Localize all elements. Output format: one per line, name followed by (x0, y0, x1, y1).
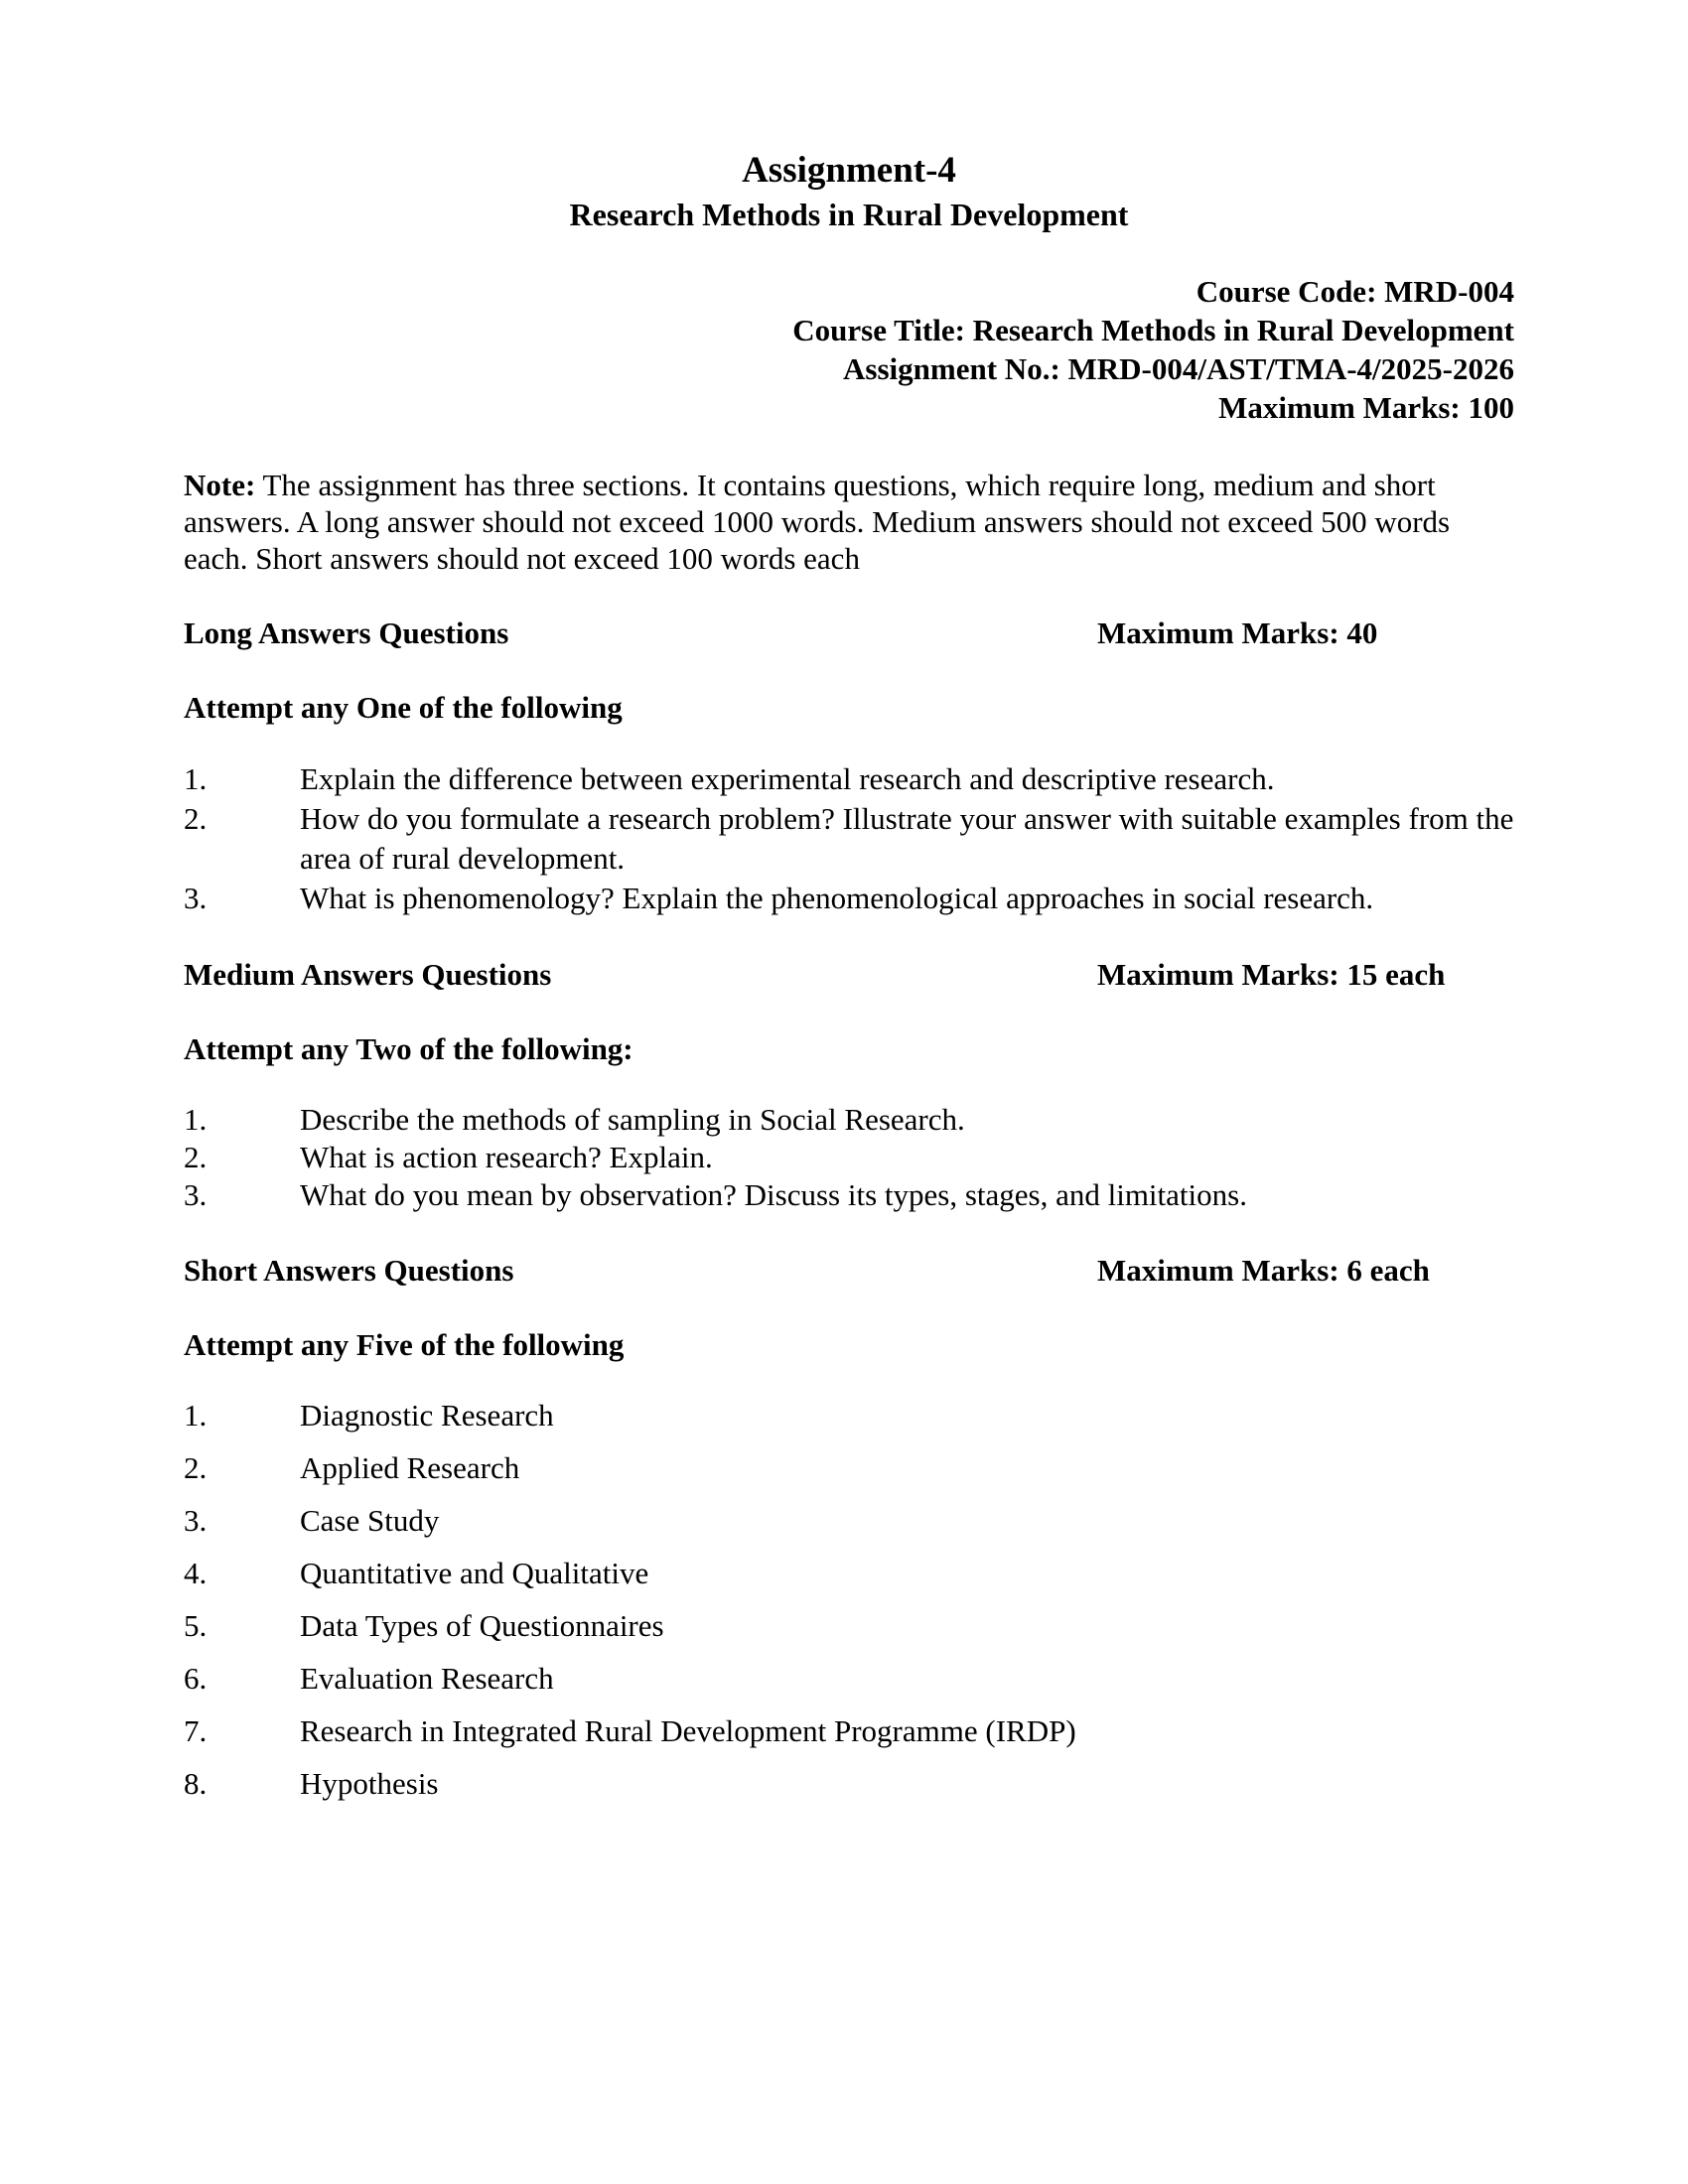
question-text: Diagnostic Research (300, 1398, 554, 1433)
short-questions-list (184, 1397, 1514, 1803)
long-questions-list (184, 759, 1514, 918)
section-heading-short (184, 1252, 1514, 1290)
question-number: 2. (184, 1140, 208, 1174)
list-item (184, 1555, 1514, 1592)
question-number: 3. (184, 881, 208, 915)
question-number: 1. (184, 1398, 208, 1433)
page-title: Assignment-4 (742, 150, 956, 191)
section-title-short: Short Answers Questions (184, 1253, 514, 1288)
list-item (184, 1101, 1514, 1139)
list-item (184, 1397, 1514, 1434)
list-item (184, 1449, 1514, 1487)
list-item (184, 1502, 1514, 1540)
section-marks-long: Maximum Marks: 40 (1097, 615, 1378, 650)
maximum-marks-total: Maximum Marks: 100 (1218, 390, 1514, 425)
attempt-instruction-medium: Attempt any Two of the following: (184, 1031, 633, 1066)
question-number: 1. (184, 1102, 208, 1137)
list-item (184, 799, 1514, 879)
question-number: 1. (184, 761, 208, 796)
note-text: The assignment has three sections. It contains questions, which require long, medium and short answers. A long answer should not exceed 1000 words. Medium answers should not exceed 500 words each. Short answers should not exceed 100 words each (184, 468, 1451, 576)
question-text: Quantitative and Qualitative (300, 1556, 649, 1590)
question-text: Explain the difference between experimental research and descriptive research. (300, 761, 1275, 796)
attempt-instruction-long: Attempt any One of the following (184, 690, 623, 725)
question-number: 3. (184, 1177, 208, 1212)
question-text: What is phenomenology? Explain the phenomenological approaches in social research. (300, 881, 1374, 915)
list-item (184, 1765, 1514, 1803)
list-item (184, 1139, 1514, 1176)
question-number: 2. (184, 801, 208, 836)
section-title-long: Long Answers Questions (184, 615, 509, 650)
question-number: 6. (184, 1661, 208, 1696)
question-text: Evaluation Research (300, 1661, 554, 1696)
note-label: Note: (184, 468, 256, 502)
assignment-number: Assignment No.: MRD-004/AST/TMA-4/2025-2026 (843, 351, 1514, 386)
document-content (184, 0, 1514, 1803)
question-number: 7. (184, 1713, 208, 1748)
question-text: What do you mean by observation? Discuss its types, stages, and limitations. (300, 1177, 1247, 1212)
list-item (184, 1176, 1514, 1214)
course-title: Course Title: Research Methods in Rural Development (792, 313, 1514, 347)
question-number: 8. (184, 1766, 208, 1801)
section-heading-long (184, 614, 1514, 652)
question-number: 4. (184, 1556, 208, 1590)
question-text: Describe the methods of sampling in Social Research. (300, 1102, 965, 1137)
course-code: Course Code: MRD-004 (1196, 274, 1514, 309)
question-text: Hypothesis (300, 1766, 439, 1801)
medium-questions-list (184, 1101, 1514, 1214)
question-number: 2. (184, 1450, 208, 1485)
attempt-instruction-short: Attempt any Five of the following (184, 1327, 625, 1362)
list-item (184, 759, 1514, 799)
section-marks-short: Maximum Marks: 6 each (1097, 1253, 1430, 1288)
question-text: Applied Research (300, 1450, 520, 1485)
section-heading-medium (184, 956, 1514, 994)
section-title-medium: Medium Answers Questions (184, 957, 552, 992)
list-item (184, 1607, 1514, 1645)
section-marks-medium: Maximum Marks: 15 each (1097, 957, 1446, 992)
question-text: Research in Integrated Rural Development Programme (IRDP) (300, 1713, 1076, 1748)
list-item (184, 1660, 1514, 1698)
question-text: How do you formulate a research problem? Illustrate your answer with suitable examples from the area of rural development. (300, 801, 1514, 876)
note-paragraph (184, 467, 1514, 577)
question-text: What is action research? Explain. (300, 1140, 713, 1174)
list-item (184, 1712, 1514, 1750)
question-number: 5. (184, 1608, 208, 1643)
list-item (184, 879, 1514, 918)
question-text: Data Types of Questionnaires (300, 1608, 664, 1643)
course-info-block (184, 272, 1514, 427)
question-number: 3. (184, 1503, 208, 1538)
page-subtitle: Research Methods in Rural Development (569, 197, 1129, 232)
question-text: Case Study (300, 1503, 440, 1538)
